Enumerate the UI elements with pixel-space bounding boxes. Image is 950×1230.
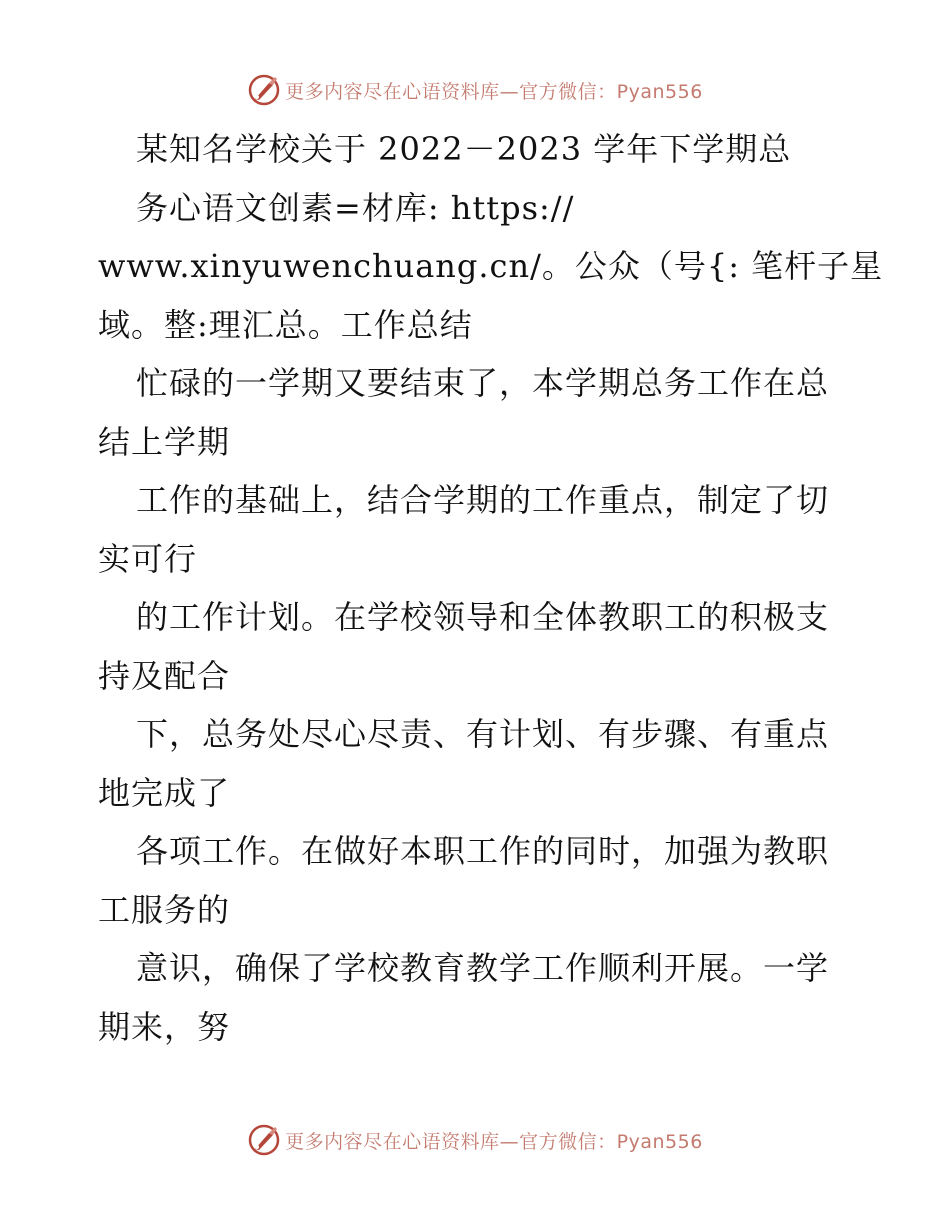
text-line: 域。整:理汇总。工作总结 (98, 305, 473, 344)
text-line: 期来，努 (98, 1007, 231, 1046)
text-line: 忙碌的一学期又要结束了，本学期总务工作在总 (136, 364, 830, 402)
text-line: 各项工作。在做好本职工作的同时，加强为教职 (136, 832, 830, 870)
text-line: 实可行 (98, 539, 198, 578)
text-line: 的工作计划。在学校领导和全体教职工的积极支 (136, 598, 830, 636)
text-line: 某知名学校关于 2022－2023 学年下学期总 (136, 130, 792, 168)
text-line: 工服务的 (98, 890, 231, 929)
text-line: 下，总务处尽心尽责、有计划、有步骤、有重点 (136, 715, 830, 753)
text-line: 工作的基础上，结合学期的工作重点，制定了切 (136, 481, 830, 519)
header-banner (0, 70, 950, 110)
text-line: www.xinyuwenchuang.cn/。公众（号{: 笔杆子星 (98, 247, 884, 285)
banner-text: 更多内容尽在心语资料库—官方微信：Pyan556 (285, 80, 703, 103)
text-line: 持及配合 (98, 656, 231, 695)
quill-pen-logo-icon (247, 73, 281, 107)
text-line: 地完成了 (98, 773, 231, 812)
document-body (98, 120, 884, 1056)
quill-pen-logo-icon (247, 1123, 281, 1157)
text-line: 意识，确保了学校教育教学工作顺利开展。一学 (136, 949, 830, 987)
text-line: 务心语文创素=材库: https:// (136, 188, 575, 227)
text-line: 结上学期 (98, 422, 231, 461)
footer-banner (0, 1120, 950, 1160)
banner-text: 更多内容尽在心语资料库—官方微信：Pyan556 (285, 1130, 703, 1153)
